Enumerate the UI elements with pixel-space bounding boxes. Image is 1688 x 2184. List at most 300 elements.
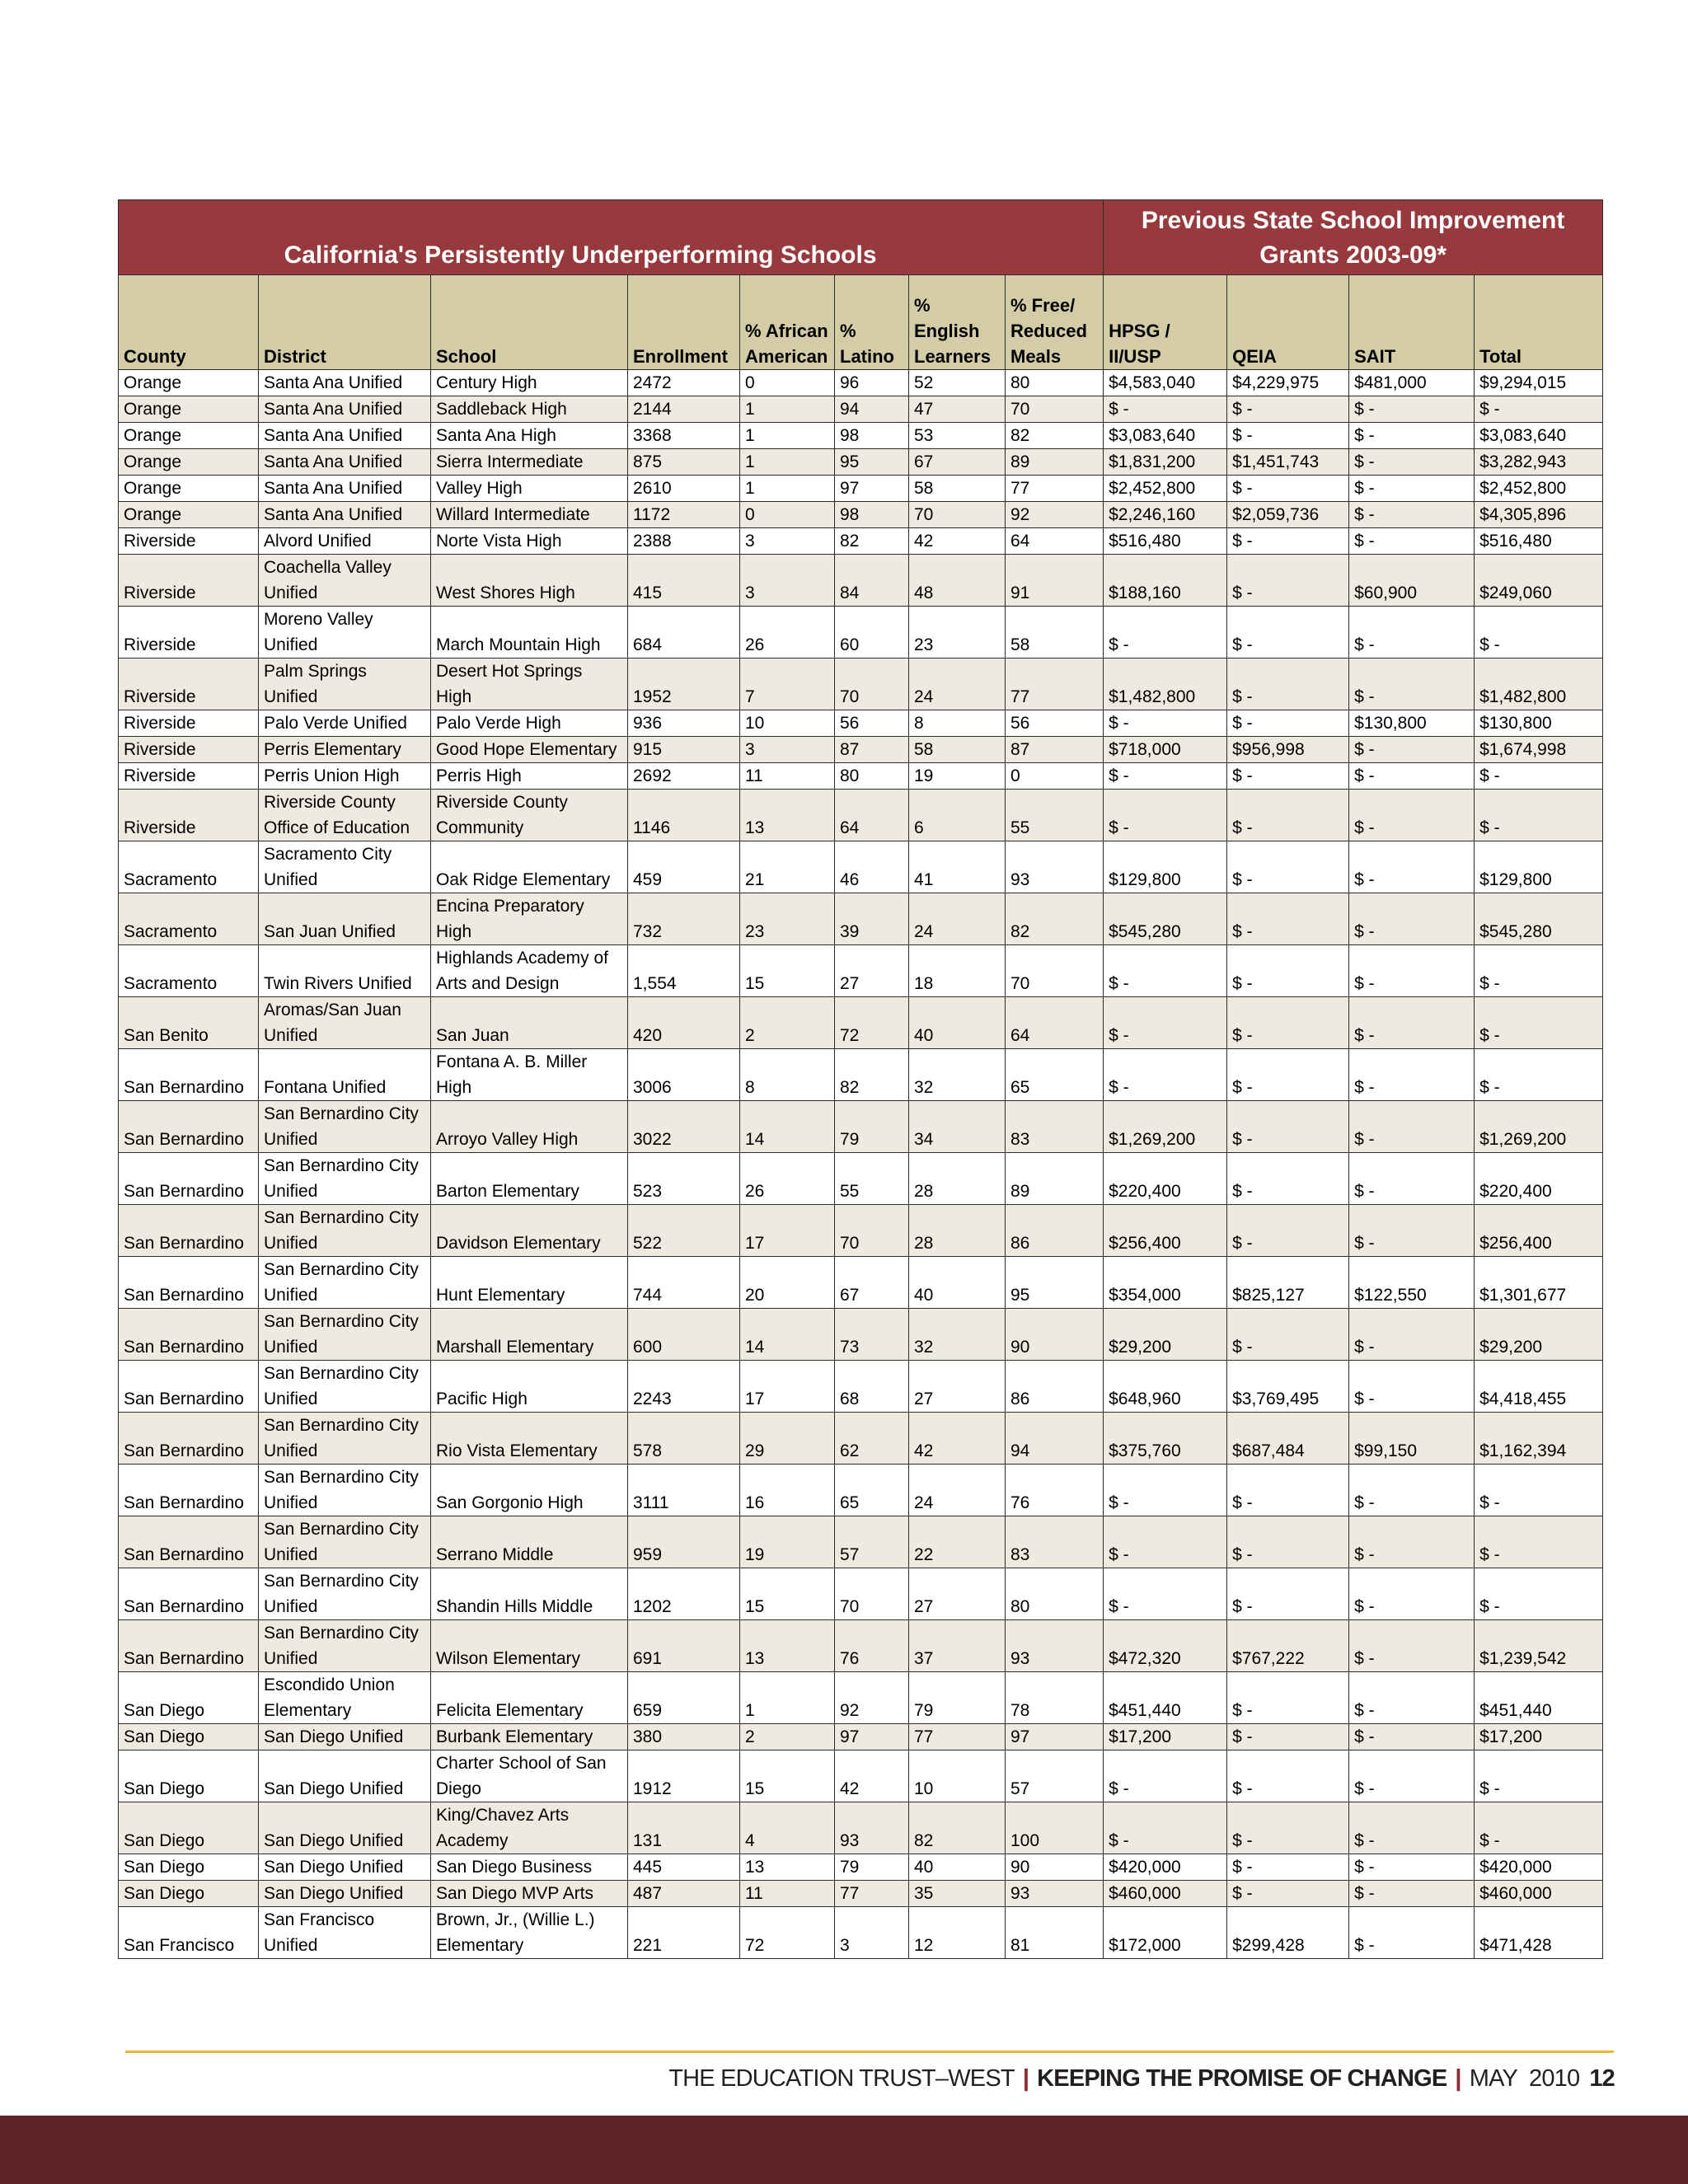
table-row — [119, 1413, 1603, 1465]
column-header: % Latino — [835, 275, 909, 370]
table-cell: 70 — [835, 658, 909, 710]
table-cell: $256,400 — [1475, 1205, 1603, 1257]
table-cell: $ - — [1475, 1049, 1603, 1101]
table-cell: $249,060 — [1475, 555, 1603, 607]
table-cell: San Juan Unified — [259, 893, 431, 945]
table-cell: $ - — [1349, 528, 1475, 555]
table-cell: 46 — [835, 841, 909, 893]
table-cell: $2,452,800 — [1475, 476, 1603, 502]
table-cell: Palo Verde Unified — [259, 710, 431, 737]
table-row — [119, 945, 1603, 997]
table-cell: $ - — [1349, 763, 1475, 790]
table-cell: 131 — [628, 1802, 740, 1854]
table-cell: 2610 — [628, 476, 740, 502]
table-cell: $2,246,160 — [1104, 502, 1227, 528]
table-cell: 18 — [909, 945, 1006, 997]
table-cell: 2144 — [628, 396, 740, 423]
table-cell: $4,583,040 — [1104, 370, 1227, 396]
table-cell: $188,160 — [1104, 555, 1227, 607]
table-cell: $545,280 — [1104, 893, 1227, 945]
table-row — [119, 555, 1603, 607]
table-cell: $ - — [1349, 1465, 1475, 1516]
table-cell: 915 — [628, 737, 740, 763]
table-cell: 7 — [740, 658, 835, 710]
table-cell: San Francisco — [119, 1907, 259, 1959]
table-cell: San Benito — [119, 997, 259, 1049]
table-cell: 84 — [835, 555, 909, 607]
table-cell: Riverside — [119, 607, 259, 658]
table-cell: 14 — [740, 1101, 835, 1153]
column-header: % Free/ Reduced Meals — [1006, 275, 1104, 370]
table-cell: 28 — [909, 1205, 1006, 1257]
table-cell: 22 — [909, 1516, 1006, 1568]
table-cell: $99,150 — [1349, 1413, 1475, 1465]
grants-title-line2: Grants 2003-09* — [1259, 241, 1447, 269]
column-header: District — [259, 275, 431, 370]
table-cell: San Juan — [431, 997, 628, 1049]
table-cell: 2 — [740, 997, 835, 1049]
table-cell: 11 — [740, 1881, 835, 1907]
table-cell: San Diego MVP Arts — [431, 1881, 628, 1907]
table-cell: 732 — [628, 893, 740, 945]
table-cell: 3368 — [628, 423, 740, 449]
table-cell: 62 — [835, 1413, 909, 1465]
table-cell: 2243 — [628, 1361, 740, 1413]
table-row — [119, 1309, 1603, 1361]
table-cell: $ - — [1349, 607, 1475, 658]
table-cell: 94 — [1006, 1413, 1104, 1465]
table-cell: 27 — [909, 1361, 1006, 1413]
table-row — [119, 1516, 1603, 1568]
table-cell: $ - — [1104, 1802, 1227, 1854]
table-cell: San Bernardino — [119, 1205, 259, 1257]
table-cell: $29,200 — [1475, 1309, 1603, 1361]
table-cell: $460,000 — [1104, 1881, 1227, 1907]
table-cell: $ - — [1349, 476, 1475, 502]
table-cell: $ - — [1349, 997, 1475, 1049]
table-cell: 55 — [835, 1153, 909, 1205]
table-cell: San Bernardino — [119, 1153, 259, 1205]
table-cell: $1,269,200 — [1104, 1101, 1227, 1153]
table-cell: $471,428 — [1475, 1907, 1603, 1959]
table-cell: $481,000 — [1349, 370, 1475, 396]
table-cell: 86 — [1006, 1361, 1104, 1413]
table-row — [119, 1672, 1603, 1724]
table-cell: 58 — [909, 476, 1006, 502]
table-cell: $ - — [1227, 1309, 1349, 1361]
table-cell: Perris High — [431, 763, 628, 790]
table-cell: $ - — [1227, 1750, 1349, 1802]
table-cell: $354,000 — [1104, 1257, 1227, 1309]
table-cell: San Bernardino — [119, 1620, 259, 1672]
table-cell: San Bernardino — [119, 1049, 259, 1101]
table-cell: 2388 — [628, 528, 740, 555]
footer-separator: | — [1455, 2065, 1461, 2092]
table-cell: $ - — [1349, 1907, 1475, 1959]
table-cell: San Bernardino — [119, 1309, 259, 1361]
table-cell: Twin Rivers Unified — [259, 945, 431, 997]
table-cell: 55 — [1006, 790, 1104, 841]
table-cell: 691 — [628, 1620, 740, 1672]
table-cell: San Diego Unified — [259, 1724, 431, 1750]
table-cell: 19 — [909, 763, 1006, 790]
table-cell: $ - — [1227, 710, 1349, 737]
table-cell: 70 — [835, 1568, 909, 1620]
table-cell: $ - — [1104, 945, 1227, 997]
table-cell: Felicita Elementary — [431, 1672, 628, 1724]
table-cell: $ - — [1104, 1465, 1227, 1516]
table-cell: 12 — [909, 1907, 1006, 1959]
table-cell: 79 — [909, 1672, 1006, 1724]
table-cell: 24 — [909, 893, 1006, 945]
table-row — [119, 1620, 1603, 1672]
table-cell: $ - — [1349, 1516, 1475, 1568]
column-header: Total — [1475, 275, 1603, 370]
table-cell: 40 — [909, 1854, 1006, 1881]
table-cell: Sacramento — [119, 945, 259, 997]
table-row — [119, 1854, 1603, 1881]
table-cell: $ - — [1227, 893, 1349, 945]
table-cell: 58 — [1006, 607, 1104, 658]
table-cell: $ - — [1475, 1465, 1603, 1516]
table-cell: 94 — [835, 396, 909, 423]
table-cell: March Mountain High — [431, 607, 628, 658]
table-cell: Orange — [119, 396, 259, 423]
table-cell: 0 — [740, 502, 835, 528]
table-cell: 15 — [740, 945, 835, 997]
table-cell: $17,200 — [1104, 1724, 1227, 1750]
table-cell: $545,280 — [1475, 893, 1603, 945]
table-cell: 98 — [835, 423, 909, 449]
table-cell: $ - — [1475, 1516, 1603, 1568]
table-cell: West Shores High — [431, 555, 628, 607]
table-cell: 64 — [1006, 528, 1104, 555]
table-cell: 42 — [909, 528, 1006, 555]
table-cell: $ - — [1104, 1750, 1227, 1802]
table-cell: Oak Ridge Elementary — [431, 841, 628, 893]
table-cell: 97 — [1006, 1724, 1104, 1750]
table-cell: $ - — [1349, 945, 1475, 997]
table-cell: Marshall Elementary — [431, 1309, 628, 1361]
table-cell: 11 — [740, 763, 835, 790]
table-cell: 81 — [1006, 1907, 1104, 1959]
table-cell: 77 — [1006, 658, 1104, 710]
table-cell: 445 — [628, 1854, 740, 1881]
table-cell: $4,305,896 — [1475, 502, 1603, 528]
table-cell: 17 — [740, 1361, 835, 1413]
table-cell: 87 — [835, 737, 909, 763]
table-cell: 27 — [909, 1568, 1006, 1620]
table-cell: San Diego Business — [431, 1854, 628, 1881]
table-cell: 87 — [1006, 737, 1104, 763]
table-cell: 13 — [740, 790, 835, 841]
table-cell: $256,400 — [1104, 1205, 1227, 1257]
table-cell: $ - — [1104, 997, 1227, 1049]
table-cell: 2692 — [628, 763, 740, 790]
table-cell: $ - — [1475, 396, 1603, 423]
table-cell: Saddleback High — [431, 396, 628, 423]
table-cell: 65 — [835, 1465, 909, 1516]
table-cell: Burbank Elementary — [431, 1724, 628, 1750]
table-cell: 1 — [740, 1672, 835, 1724]
column-header: County — [119, 275, 259, 370]
table-cell: Valley High — [431, 476, 628, 502]
table-cell: San Bernardino City Unified — [259, 1257, 431, 1309]
table-cell: San Bernardino — [119, 1568, 259, 1620]
table-cell: Pacific High — [431, 1361, 628, 1413]
table-cell: San Bernardino City Unified — [259, 1205, 431, 1257]
table-cell: 39 — [835, 893, 909, 945]
table-row — [119, 1881, 1603, 1907]
table-cell: $2,059,736 — [1227, 502, 1349, 528]
table-cell: $ - — [1349, 1361, 1475, 1413]
table-cell: $ - — [1227, 790, 1349, 841]
table-cell: 79 — [835, 1101, 909, 1153]
table-row — [119, 1205, 1603, 1257]
column-header: Enrollment — [628, 275, 740, 370]
table-cell: $ - — [1475, 997, 1603, 1049]
table-cell: 98 — [835, 502, 909, 528]
table-cell: $516,480 — [1104, 528, 1227, 555]
table-cell: $ - — [1475, 1802, 1603, 1854]
table-cell: 58 — [909, 737, 1006, 763]
table-cell: 42 — [909, 1413, 1006, 1465]
table-cell: Willard Intermediate — [431, 502, 628, 528]
table-cell: 73 — [835, 1309, 909, 1361]
table-cell: San Bernardino — [119, 1361, 259, 1413]
table-cell: Coachella Valley Unified — [259, 555, 431, 607]
table-cell: 10 — [909, 1750, 1006, 1802]
table-cell: San Bernardino City Unified — [259, 1413, 431, 1465]
table-cell: $4,229,975 — [1227, 370, 1349, 396]
table-cell: $ - — [1349, 1309, 1475, 1361]
table-cell: San Bernardino City Unified — [259, 1516, 431, 1568]
table-cell: Desert Hot Springs High — [431, 658, 628, 710]
table-cell: $460,000 — [1475, 1881, 1603, 1907]
table-cell: $ - — [1349, 1568, 1475, 1620]
footer-date: MAY 2010 — [1469, 2065, 1580, 2092]
table-cell: Wilson Elementary — [431, 1620, 628, 1672]
table-cell: $ - — [1227, 1724, 1349, 1750]
table-cell: $ - — [1227, 658, 1349, 710]
table-cell: 1 — [740, 423, 835, 449]
table-cell: 3006 — [628, 1049, 740, 1101]
table-cell: $3,769,495 — [1227, 1361, 1349, 1413]
table-cell: $ - — [1475, 763, 1603, 790]
table-cell: 82 — [835, 528, 909, 555]
table-cell: 684 — [628, 607, 740, 658]
footer-separator: | — [1022, 2065, 1029, 2092]
table-cell: $1,831,200 — [1104, 449, 1227, 476]
table-cell: $ - — [1104, 710, 1227, 737]
footer-tagline: KEEPING THE PROMISE OF CHANGE — [1037, 2065, 1447, 2092]
table-cell: 17 — [740, 1205, 835, 1257]
table-cell: 15 — [740, 1568, 835, 1620]
table-cell: Sierra Intermediate — [431, 449, 628, 476]
table-cell: $718,000 — [1104, 737, 1227, 763]
table-cell: 19 — [740, 1516, 835, 1568]
table-cell: $ - — [1227, 528, 1349, 555]
table-cell: $122,550 — [1349, 1257, 1475, 1309]
table-cell: Riverside — [119, 790, 259, 841]
table-cell: 1 — [740, 476, 835, 502]
table-cell: 415 — [628, 555, 740, 607]
column-header: % African American — [740, 275, 835, 370]
column-header: % English Learners — [909, 275, 1006, 370]
table-cell: 72 — [740, 1907, 835, 1959]
table-cell: $ - — [1104, 790, 1227, 841]
table-cell: Riverside — [119, 658, 259, 710]
table-cell: Fontana Unified — [259, 1049, 431, 1101]
table-cell: $ - — [1227, 1881, 1349, 1907]
table-cell: Encina Preparatory High — [431, 893, 628, 945]
table-cell: 459 — [628, 841, 740, 893]
table-row — [119, 1750, 1603, 1802]
table-cell: $516,480 — [1475, 528, 1603, 555]
table-row — [119, 502, 1603, 528]
table-cell: Orange — [119, 423, 259, 449]
table-cell: Orange — [119, 370, 259, 396]
column-header: HPSG / II/USP — [1104, 275, 1227, 370]
table-cell: $ - — [1104, 396, 1227, 423]
table-cell: $29,200 — [1104, 1309, 1227, 1361]
table-cell: $ - — [1227, 1101, 1349, 1153]
table-cell: $767,222 — [1227, 1620, 1349, 1672]
table-cell: $1,301,677 — [1475, 1257, 1603, 1309]
table-row — [119, 1153, 1603, 1205]
table-cell: Palo Verde High — [431, 710, 628, 737]
table-row — [119, 528, 1603, 555]
table-row — [119, 893, 1603, 945]
table-row — [119, 1101, 1603, 1153]
table-cell: 70 — [909, 502, 1006, 528]
table-cell: $1,674,998 — [1475, 737, 1603, 763]
table-cell: 78 — [1006, 1672, 1104, 1724]
table-cell: $ - — [1227, 945, 1349, 997]
table-cell: San Bernardino — [119, 1257, 259, 1309]
table-cell: $ - — [1475, 1750, 1603, 1802]
table-cell: 936 — [628, 710, 740, 737]
table-cell: $ - — [1104, 1516, 1227, 1568]
table-cell: $ - — [1349, 423, 1475, 449]
table-cell: $ - — [1227, 1205, 1349, 1257]
table-cell: San Bernardino City Unified — [259, 1361, 431, 1413]
table-cell: 35 — [909, 1881, 1006, 1907]
table-row — [119, 658, 1603, 710]
table-cell: San Diego — [119, 1672, 259, 1724]
table-cell: 79 — [835, 1854, 909, 1881]
table-cell: $130,800 — [1475, 710, 1603, 737]
grants-title-line1: Previous State School Improvement — [1141, 207, 1565, 234]
table-cell: Arroyo Valley High — [431, 1101, 628, 1153]
table-cell: 600 — [628, 1309, 740, 1361]
table-cell: 1912 — [628, 1750, 740, 1802]
table-cell: Santa Ana Unified — [259, 476, 431, 502]
table-row — [119, 396, 1603, 423]
table-cell: Sacramento — [119, 893, 259, 945]
table-cell: 91 — [1006, 555, 1104, 607]
table-cell: $129,800 — [1104, 841, 1227, 893]
table-row — [119, 370, 1603, 396]
table-cell: $1,162,394 — [1475, 1413, 1603, 1465]
table-cell: 97 — [835, 476, 909, 502]
table-cell: $ - — [1349, 1881, 1475, 1907]
table-cell: Century High — [431, 370, 628, 396]
table-cell: Orange — [119, 502, 259, 528]
table-cell: 56 — [835, 710, 909, 737]
table-row — [119, 1568, 1603, 1620]
table-cell: 64 — [835, 790, 909, 841]
table-cell: 76 — [835, 1620, 909, 1672]
table-cell: 89 — [1006, 449, 1104, 476]
table-cell: 380 — [628, 1724, 740, 1750]
table-cell: 522 — [628, 1205, 740, 1257]
table-cell: San Bernardino — [119, 1413, 259, 1465]
table-cell: Riverside — [119, 528, 259, 555]
table-cell: Alvord Unified — [259, 528, 431, 555]
table-cell: $1,482,800 — [1104, 658, 1227, 710]
grants-title — [1104, 200, 1603, 275]
table-cell: 83 — [1006, 1101, 1104, 1153]
table-cell: 80 — [1006, 1568, 1104, 1620]
table-cell: San Bernardino City Unified — [259, 1309, 431, 1361]
table-cell: $ - — [1227, 423, 1349, 449]
table-body — [119, 370, 1603, 1959]
table-cell: Riverside — [119, 710, 259, 737]
table-cell: 4 — [740, 1802, 835, 1854]
table-cell: Moreno Valley Unified — [259, 607, 431, 658]
table-cell: $ - — [1104, 1049, 1227, 1101]
table-cell: San Diego Unified — [259, 1854, 431, 1881]
table-cell: Perris Elementary — [259, 737, 431, 763]
table-cell: $ - — [1227, 1465, 1349, 1516]
table-cell: 48 — [909, 555, 1006, 607]
table-cell: 95 — [1006, 1257, 1104, 1309]
table-cell: 34 — [909, 1101, 1006, 1153]
table-cell: San Bernardino City Unified — [259, 1568, 431, 1620]
table-cell: 13 — [740, 1854, 835, 1881]
table-cell: 40 — [909, 1257, 1006, 1309]
table-cell: 47 — [909, 396, 1006, 423]
table-cell: 52 — [909, 370, 1006, 396]
schools-table — [118, 199, 1603, 1959]
table-cell: $375,760 — [1104, 1413, 1227, 1465]
table-cell: Highlands Academy of Arts and Design — [431, 945, 628, 997]
table-cell: $ - — [1349, 658, 1475, 710]
table-cell: 23 — [909, 607, 1006, 658]
footer-divider — [125, 2050, 1614, 2053]
table-cell: San Bernardino — [119, 1465, 259, 1516]
footer — [668, 2060, 1615, 2097]
table-cell: San Diego — [119, 1750, 259, 1802]
table-cell: $ - — [1349, 1802, 1475, 1854]
table-cell: 77 — [909, 1724, 1006, 1750]
table-cell: 82 — [1006, 893, 1104, 945]
table-cell: $220,400 — [1104, 1153, 1227, 1205]
table-cell: $420,000 — [1475, 1854, 1603, 1881]
footer-org: THE EDUCATION TRUST–WEST — [668, 2065, 1015, 2092]
table-cell: $ - — [1475, 945, 1603, 997]
table-cell: $ - — [1349, 1620, 1475, 1672]
table-cell: 82 — [835, 1049, 909, 1101]
table-cell: $ - — [1227, 476, 1349, 502]
column-header: SAIT — [1349, 275, 1475, 370]
table-cell: 82 — [909, 1802, 1006, 1854]
table-cell: $ - — [1349, 1101, 1475, 1153]
table-cell: 42 — [835, 1750, 909, 1802]
table-cell: 64 — [1006, 997, 1104, 1049]
table-cell: $ - — [1227, 1568, 1349, 1620]
